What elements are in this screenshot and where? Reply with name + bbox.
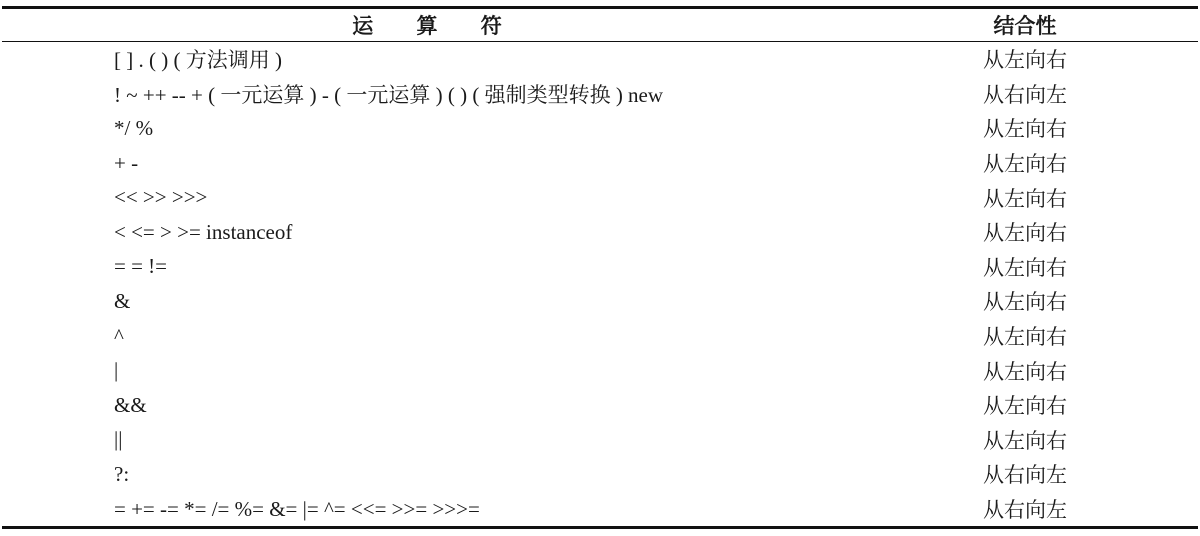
associativity-cell: 从左向右 [983,325,1067,350]
header-associativity: 结合性 [993,14,1057,38]
associativity-cell: 从左向右 [983,152,1067,177]
operator-cell: ^ [114,323,124,348]
operator-precedence-table [2,6,1198,529]
operator-cell: && [114,392,147,417]
operator-cell: + - [114,150,139,175]
associativity-cell: 从左向右 [983,359,1067,384]
associativity-cell: 从右向左 [983,498,1067,523]
table-row [2,42,1198,77]
table-row [2,180,1198,215]
associativity-cell: 从左向右 [983,428,1067,453]
associativity-cell: 从右向左 [983,82,1067,107]
associativity-cell: 从左向右 [983,117,1067,142]
table-row [2,388,1198,423]
associativity-cell: 从右向左 [983,463,1067,488]
operator-cell: ! ~ ++ -- + ( 一元运算 ) - ( 一元运算 ) ( ) ( 强制类型转换 ) new [114,82,664,107]
operator-cell: ?: [114,461,130,486]
operator-cell: = = != [114,254,168,279]
operator-cell: || [114,427,123,452]
associativity-cell: 从左向右 [983,255,1067,280]
table-row [2,457,1198,492]
operator-cell: & [114,288,131,313]
table-row [2,319,1198,354]
associativity-cell: 从左向右 [983,186,1067,211]
header-operator [2,8,852,42]
table-header-row [2,8,1198,42]
operator-cell: */ % [114,115,154,140]
header-operator-label: 运 算 符 [352,14,520,38]
operator-cell: < <= > >= instanceof [114,219,293,244]
table-row [2,284,1198,319]
operator-cell: << >> >>> [114,185,208,210]
operator-cell: = += -= *= /= %= &= |= ^= <<= >>= >>>= [114,496,480,521]
table-body [2,42,1198,528]
operator-cell: [ ] . ( ) ( 方法调用 ) [114,48,282,73]
table-row [2,250,1198,285]
associativity-cell: 从左向右 [983,221,1067,246]
associativity-cell: 从左向右 [983,394,1067,419]
table-row [2,492,1198,528]
associativity-cell: 从左向右 [983,48,1067,73]
table-row [2,146,1198,181]
table-row [2,77,1198,112]
table-row [2,423,1198,458]
table-row [2,353,1198,388]
table-row [2,111,1198,146]
associativity-cell: 从左向右 [983,290,1067,315]
operator-cell: | [114,358,119,383]
table-row [2,215,1198,250]
operator-precedence-table-container [2,6,1198,529]
